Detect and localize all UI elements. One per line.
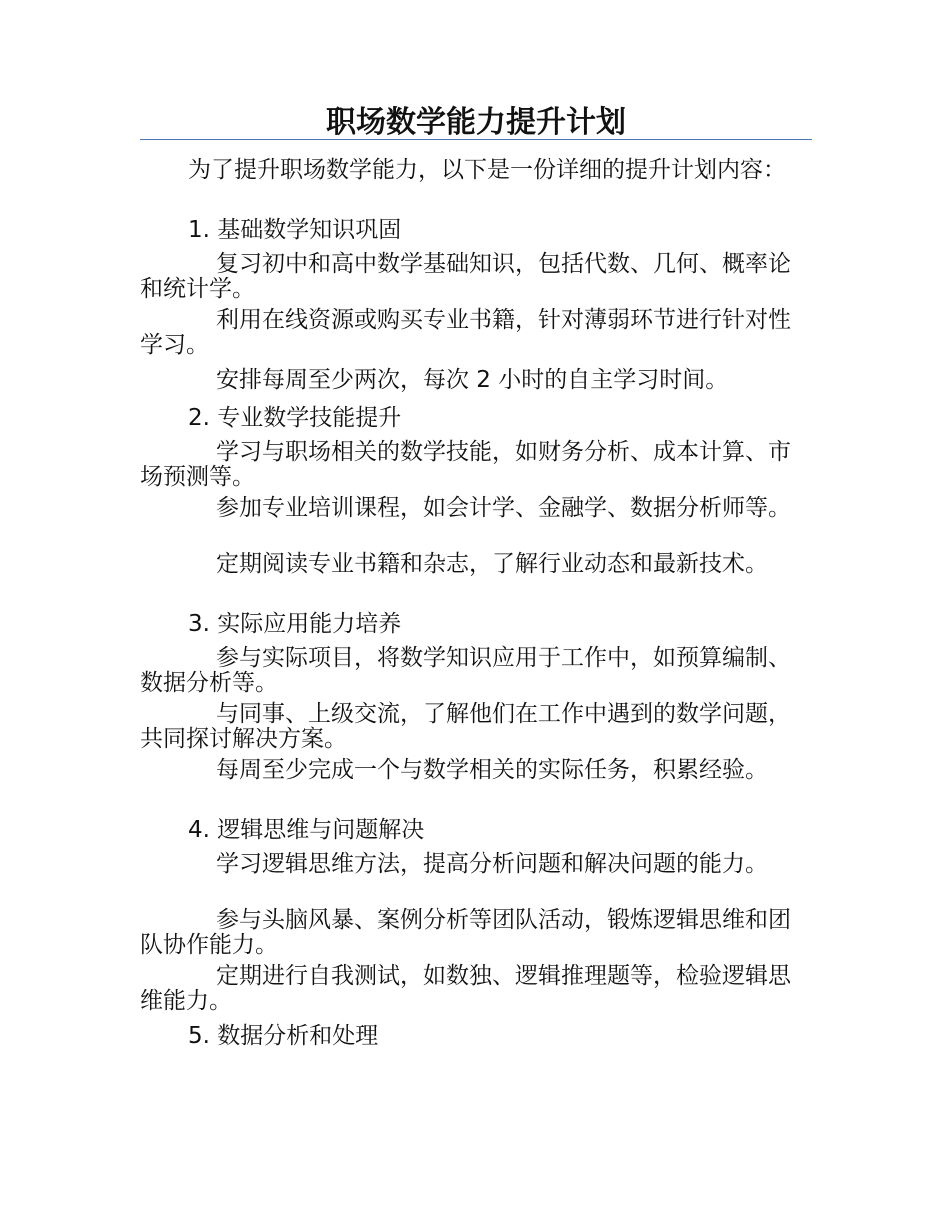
section-item: 参加专业培训课程，如会计学、金融学、数据分析师等。 xyxy=(216,495,791,521)
section-item: 利用在线资源或购买专业书籍，针对薄弱环节进行针对性学习。 xyxy=(140,307,791,358)
section-heading: 2. 专业数学技能提升 xyxy=(188,405,402,431)
section-item: 复习初中和高中数学基础知识，包括代数、几何、概率论和统计学。 xyxy=(140,251,791,302)
document-body xyxy=(140,158,812,1058)
section-item: 与同事、上级交流，了解他们在工作中遇到的数学问题，共同探讨解决方案。 xyxy=(140,701,791,752)
section-item: 每周至少完成一个与数学相关的实际任务，积累经验。 xyxy=(216,757,768,783)
section-4 xyxy=(140,814,812,1014)
section-5 xyxy=(140,1020,812,1052)
title-underline xyxy=(140,139,812,140)
section-heading: 4. 逻辑思维与问题解决 xyxy=(188,817,425,843)
section-item: 学习逻辑思维方法，提高分析问题和解决问题的能力。 xyxy=(216,851,768,877)
section-heading: 3. 实际应用能力培养 xyxy=(188,611,402,637)
section-item: 定期阅读专业书籍和杂志，了解行业动态和最新技术。 xyxy=(216,551,768,577)
intro-paragraph: 为了提升职场数学能力，以下是一份详细的提升计划内容： xyxy=(188,157,786,183)
section-item: 定期进行自我测试，如数独、逻辑推理题等，检验逻辑思维能力。 xyxy=(140,963,791,1014)
section-item: 参与头脑风暴、案例分析等团队活动，锻炼逻辑思维和团队协作能力。 xyxy=(140,907,791,958)
section-1 xyxy=(140,214,812,396)
section-item: 参与实际项目，将数学知识应用于工作中，如预算编制、数据分析等。 xyxy=(140,645,791,696)
section-item: 学习与职场相关的数学技能，如财务分析、成本计算、市场预测等。 xyxy=(140,439,791,490)
section-heading: 5. 数据分析和处理 xyxy=(188,1023,379,1049)
section-2 xyxy=(140,402,812,602)
section-heading: 1. 基础数学知识巩固 xyxy=(188,217,402,243)
section-3 xyxy=(140,608,812,808)
section-item: 安排每周至少两次，每次 2 小时的自主学习时间。 xyxy=(216,367,729,393)
document-title: 职场数学能力提升计划 xyxy=(326,105,626,140)
